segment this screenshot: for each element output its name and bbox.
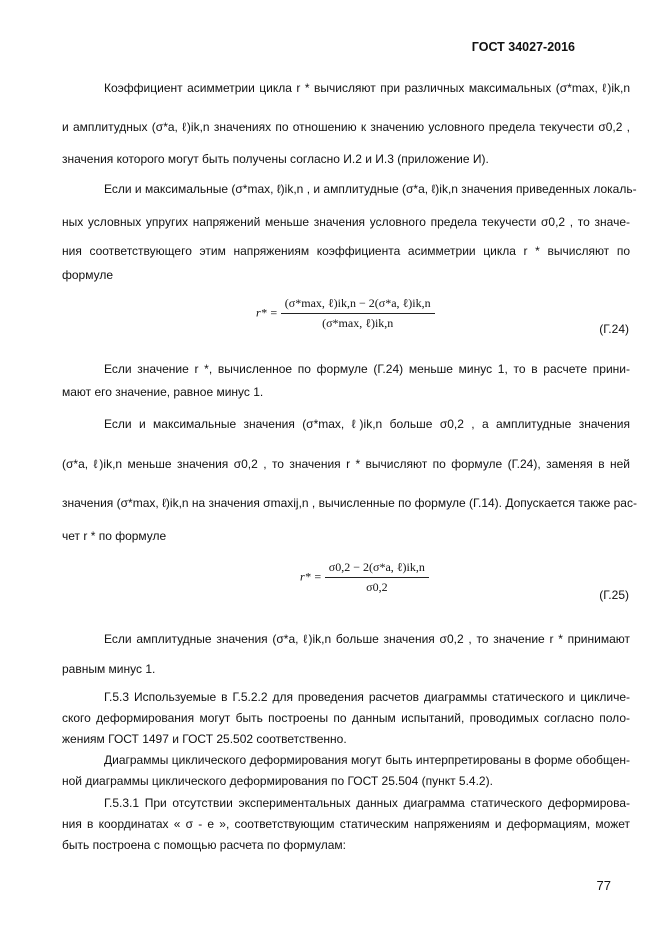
formula-fraction [281,296,435,331]
formula-denominator: σ0,2 [366,580,388,594]
paragraph-line: (σ*a, ℓ)ik,n меньше значения σ0,2 , то значения r * вычисляют по формуле (Г.24), заменяя в ней [62,457,630,471]
formula-g24 [256,296,435,331]
paragraph-line: мают его значение, равное минус 1. [62,385,264,399]
formula-numerator: σ0,2 − 2(σ*a, ℓ)ik,n [325,560,429,578]
paragraph-line: жениям ГОСТ 1497 и ГОСТ 25.502 соответственно. [62,732,347,746]
paragraph-line: Коэффициент асимметрии цикла r * вычисляют при различных максимальных (σ*max, ℓ)ik,n [104,81,630,95]
equation-number: (Г.25) [599,588,629,602]
paragraph-line: Если и максимальные (σ*max, ℓ)ik,n , и амплитудные (σ*a, ℓ)ik,n значения приведенных локаль- [104,182,637,196]
paragraph-line: Г.5.3 Используемые в Г.5.2.2 для проведения расчетов диаграммы статического и цикличе- [104,690,630,704]
document-header: ГОСТ 34027-2016 [471,40,575,54]
formula-g25 [300,560,429,595]
paragraph-line: Г.5.3.1 При отсутствии экспериментальных данных диаграмма статического деформирова- [104,796,630,810]
formula-lhs: r* = [256,305,278,320]
formula-fraction [325,560,429,595]
equation-number: (Г.24) [599,322,629,336]
paragraph-line: и амплитудных (σ*a, ℓ)ik,n значениях по отношению к значению условного предела текучести σ0,2 , [62,120,630,134]
paragraph-line: ния соответствующего этим напряжениям коэффициента асимметрии цикла r * вычисляют по [62,244,630,258]
paragraph-line: Если значение r *, вычисленное по формуле (Г.24) меньше минус 1, то в расчете прини- [104,362,630,376]
paragraph-line: Если амплитудные значения (σ*a, ℓ)ik,n больше значения σ0,2 , то значение r * принимают [104,632,630,646]
formula-denominator: (σ*max, ℓ)ik,n [322,316,394,330]
paragraph-line: ных условных упругих напряжений меньше значения условного предела текучести σ0,2 , то значе- [62,215,630,229]
paragraph-line: Если и максимальные значения (σ*max, ℓ)ik,n больше σ0,2 , а амплитудные значения [104,417,630,431]
formula-numerator: (σ*max, ℓ)ik,n − 2(σ*a, ℓ)ik,n [281,296,435,314]
paragraph-line: чет r * по формуле [62,529,167,543]
page-number: 77 [596,878,611,893]
paragraph-line: Диаграммы циклического деформирования могут быть интерпретированы в форме обобщен- [104,753,630,767]
paragraph-line: значения (σ*max, ℓ)ik,n на значения σmaxij,n , вычисленные по формуле (Г.14). Допускается также рас- [62,496,637,510]
paragraph-line: равным минус 1. [62,662,156,676]
formula-lhs: r* = [300,569,322,584]
paragraph-line: быть построена с помощью расчета по формулам: [62,838,347,852]
paragraph-line: значения которого могут быть получены согласно И.2 и И.3 (приложение И). [62,152,489,166]
paragraph-line: формуле [62,268,114,282]
paragraph-line: ной диаграммы циклического деформирования по ГОСТ 25.504 (пункт 5.4.2). [62,774,493,788]
paragraph-line: ния в координатах « σ - е », соответствующим статическим напряжениям и деформациям, может [62,817,630,831]
paragraph-line: ского деформирования могут быть построены по данным испытаний, проводимых согласно поло- [62,711,630,725]
